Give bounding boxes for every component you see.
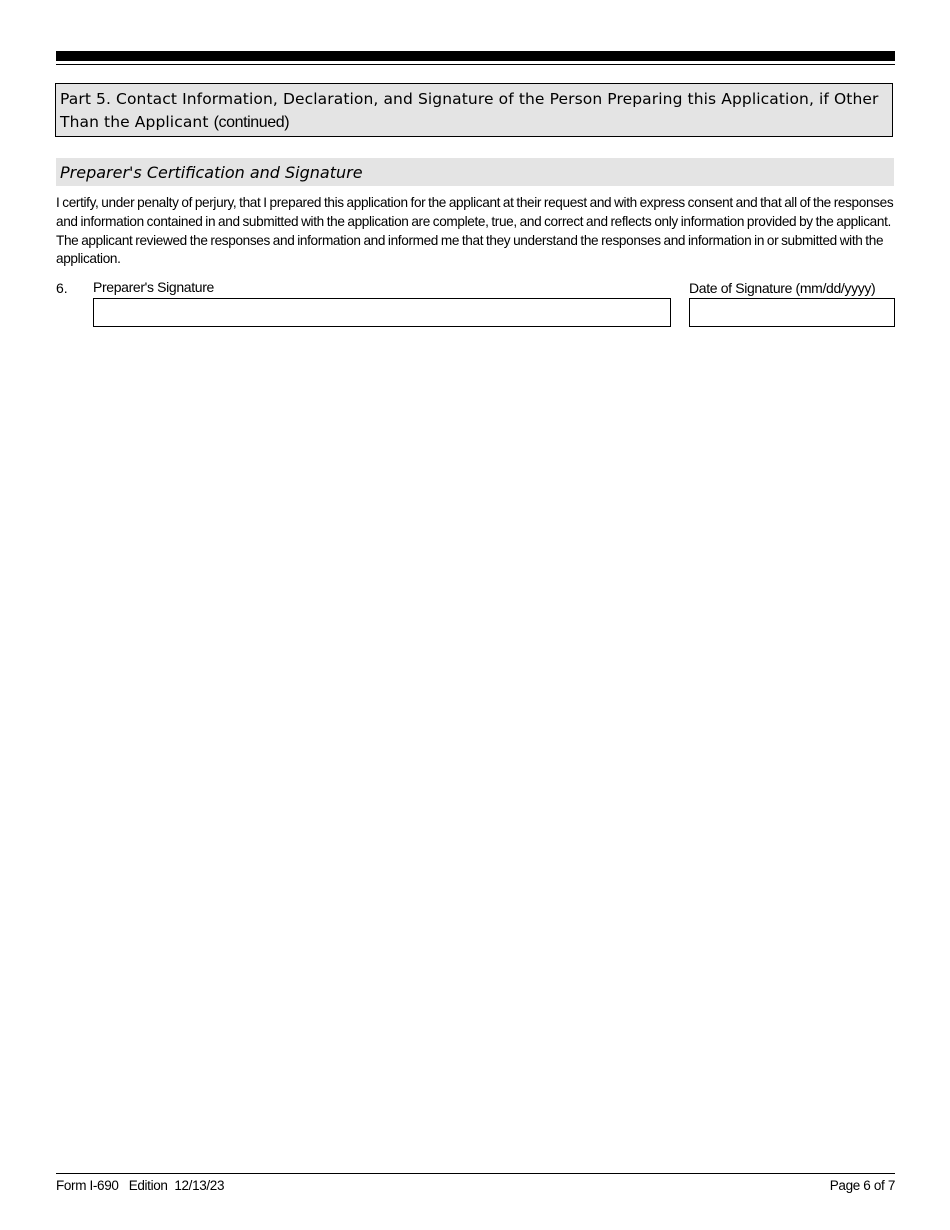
section-header (56, 158, 894, 186)
part-header-continued: (continued) (213, 114, 290, 131)
footer-form-id: Form I-690 Edition 12/13/23 (56, 1178, 225, 1193)
certification-text: I certify, under penalty of perjury, that I prepared this application for the applicant at their request and with express consent and that all of the responses and information contained in and submitted with the application are complete, true, and correct and reflects only information provided by the applicant. The applicant reviewed the responses and information and informed me that they understand the responses and information in or submitted with the application. (56, 195, 894, 267)
preparer-signature-label: Preparer's Signature (93, 279, 214, 295)
footer-page-number: Page 6 of 7 (829, 1178, 895, 1193)
item-number: 6. (56, 280, 68, 296)
top-rule-thick (56, 51, 895, 61)
part-header-title: Part 5. Contact Information, Declaration, and Signature of the Person Preparing this Application, if Other Than the Applicant (60, 90, 879, 131)
preparer-signature-field[interactable] (93, 298, 671, 327)
top-rule-thin (56, 64, 895, 65)
part-header (55, 83, 893, 137)
date-of-signature-label: Date of Signature (mm/dd/yyyy) (689, 280, 876, 296)
date-of-signature-field[interactable] (689, 298, 895, 327)
footer-rule (56, 1173, 895, 1174)
section-title: Preparer's Certification and Signature (60, 163, 363, 182)
